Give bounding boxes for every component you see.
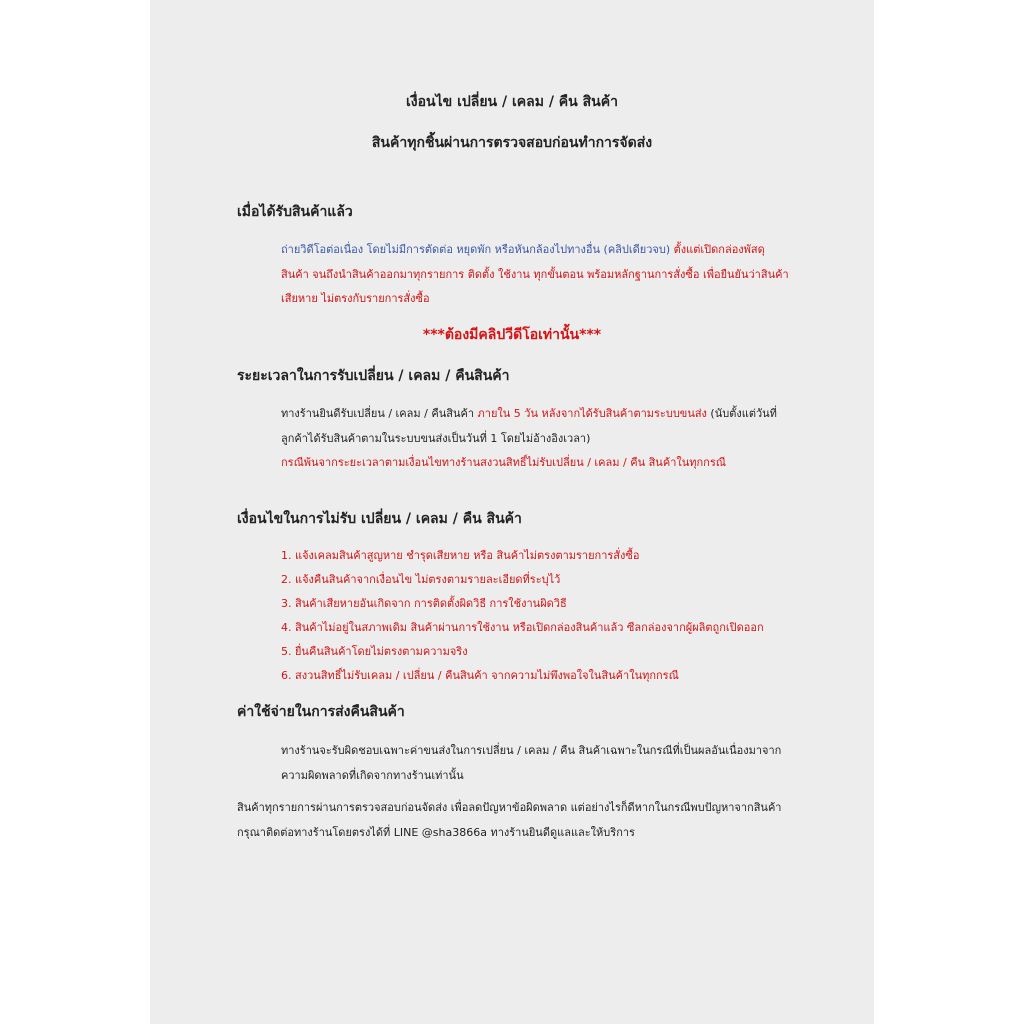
period-line-1-a: ทางร้านยินดีรับเปลี่ยน / เคลม / คืนสินค้า [281, 407, 478, 420]
condition-item-6: 6. สงวนสิทธิ์ไม่รับเคลม / เปลี่ยน / คืนสินค้า จากความไม่พึงพอใจในสินค้าในทุกกรณี [281, 669, 679, 682]
document-page [150, 0, 874, 1024]
heading-cost: ค่าใช้จ่ายในการส่งคืนสินค้า [237, 704, 405, 720]
receive-line-1-blue: ถ่ายวิดีโอต่อเนื่อง โดยไม่มีการตัดต่อ หยุดพัก หรือหันกล้องไปทางอื่น (คลิปเดียวจบ) [281, 243, 671, 256]
period-line-2: ลูกค้าได้รับสินค้าตามในระบบขนส่งเป็นวันที่ 1 โดยไม่อ้างอิงเวลา) [281, 432, 591, 445]
condition-item-3: 3. สินค้าเสียหายอันเกิดจาก การติดตั้งผิดวิธี การใช้งานผิดวิธี [281, 597, 567, 610]
period-line-3: กรณีพ้นจากระยะเวลาตามเงื่อนไขทางร้านสงวนสิทธิ์ไม่รับเปลี่ยน / เคลม / คืน สินค้าในทุกกรณี [281, 456, 726, 469]
video-required-note: ***ต้องมีคลิปวีดีโอเท่านั้น*** [422, 327, 602, 343]
period-line-1-b: ภายใน 5 วัน หลังจากได้รับสินค้าตามระบบขนส่ง [477, 407, 707, 420]
cost-line-1: ทางร้านจะรับผิดชอบเฉพาะค่าขนส่งในการเปลี่ยน / เคลม / คืน สินค้าเฉพาะในกรณีที่เป็นผลอันเนื่องมาจาก [281, 744, 782, 757]
heading-conditions: เงื่อนไขในการไม่รับ เปลี่ยน / เคลม / คืน สินค้า [237, 511, 522, 527]
document-title: เงื่อนไข เปลี่ยน / เคลม / คืน สินค้า [406, 94, 618, 110]
receive-line-1-red: ตั้งแต่เปิดกล่องพัสดุ [670, 243, 765, 256]
condition-item-1: 1. แจ้งเคลมสินค้าสูญหาย ชำรุดเสียหาย หรือ สินค้าไม่ตรงตามรายการสั่งซื้อ [281, 549, 640, 562]
receive-line-2: สินค้า จนถึงนำสินค้าออกมาทุกรายการ ติดตั้ง ใช้งาน ทุกขั้นตอน พร้อมหลักฐานการสั่งซื้อ เพื่อยืนยันว่าสินค้า [281, 268, 789, 281]
period-line-1 [281, 404, 777, 422]
heading-receive: เมื่อได้รับสินค้าแล้ว [237, 204, 353, 220]
condition-item-2: 2. แจ้งคืนสินค้าจากเงื่อนไข ไม่ตรงตามรายละเอียดที่ระบุไว้ [281, 573, 561, 586]
receive-line-1 [281, 240, 765, 258]
period-line-1-c: (นับตั้งแต่วันที่ [706, 407, 777, 420]
document-subtitle: สินค้าทุกชิ้นผ่านการตรวจสอบก่อนทำการจัดส่ง [371, 135, 653, 151]
footer-line-2: กรุณาติดต่อทางร้านโดยตรงได้ที่ LINE @sha3866a ทางร้านยินดีดูแลและให้บริการ [237, 826, 635, 839]
condition-item-5: 5. ยื่นคืนสินค้าโดยไม่ตรงตามความจริง [281, 645, 468, 658]
heading-period: ระยะเวลาในการรับเปลี่ยน / เคลม / คืนสินค้า [237, 368, 510, 384]
cost-line-2: ความผิดพลาดที่เกิดจากทางร้านเท่านั้น [281, 769, 464, 782]
condition-item-4: 4. สินค้าไม่อยู่ในสภาพเดิม สินค้าผ่านการใช้งาน หรือเปิดกล่องสินค้าแล้ว ซีลกล่องจากผู้ผลิตถูกเปิดออก [281, 621, 764, 634]
receive-line-3: เสียหาย ไม่ตรงกับรายการสั่งซื้อ [281, 292, 430, 305]
footer-line-1: สินค้าทุกรายการผ่านการตรวจสอบก่อนจัดส่ง เพื่อลดปัญหาข้อผิดพลาด แต่อย่างไรก็ดีหากในกรณีพบปัญหาจากสินค้า [237, 801, 782, 814]
